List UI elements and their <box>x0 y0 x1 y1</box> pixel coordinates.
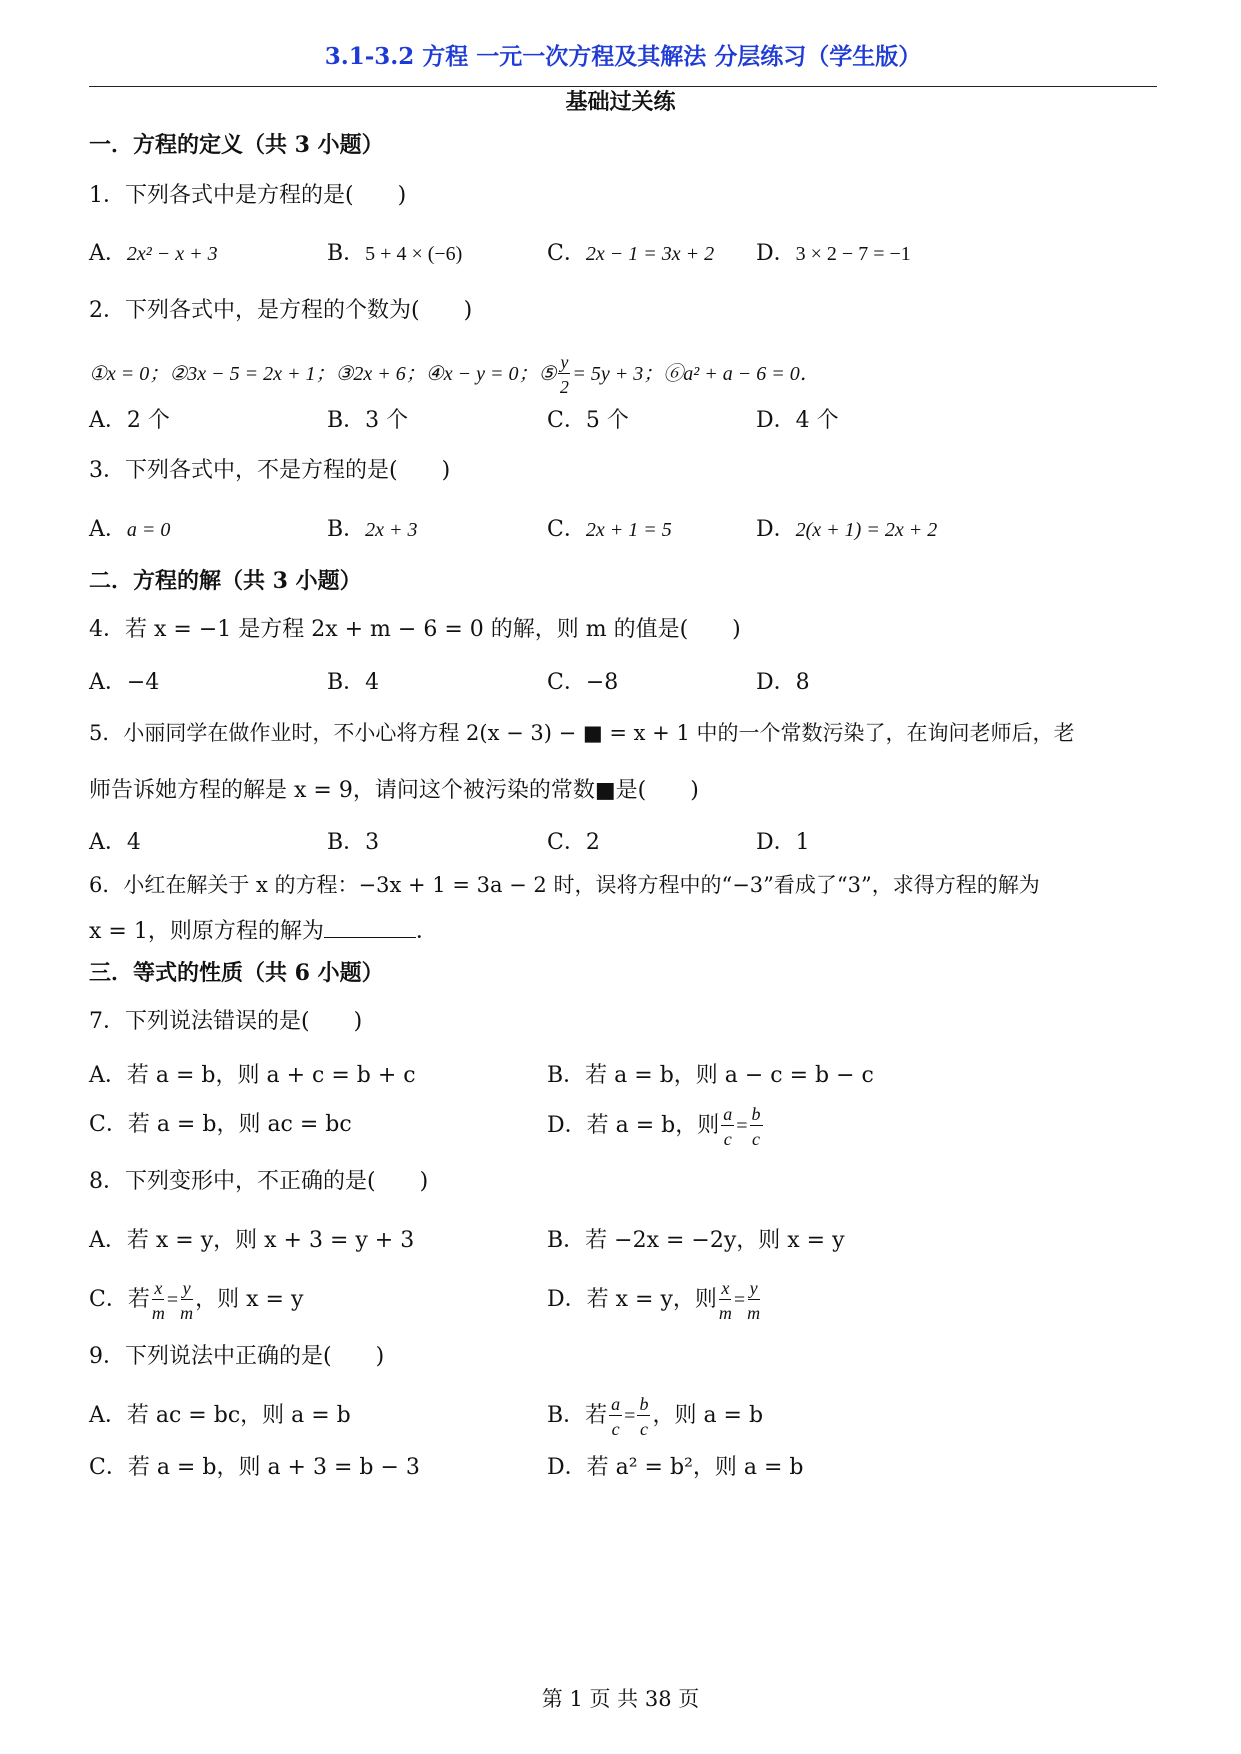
answer-blank[interactable] <box>324 915 416 938</box>
item-3: ③2x + 6； <box>335 363 426 385</box>
fraction: $\frac{x}{m}$ <box>151 1277 165 1323</box>
question-8-options-row2: C．若 $\frac{x}{m}$ = $\frac{y}{m}$ ，则 x = y D．若 x = y，则 $\frac{x}{m}$ = $\frac{y}{m}$ <box>89 1277 761 1323</box>
fraction: $\frac{y}{m}$ <box>747 1277 761 1323</box>
option-a: A．−4 <box>89 670 160 695</box>
option-a-label: A． <box>89 241 127 266</box>
option-a-expr: 2x² − x + 3 <box>126 243 218 265</box>
page-header <box>89 30 1157 87</box>
option-c: C．−8 <box>547 670 619 695</box>
section-heading: 二．方程的解（共 3 小题） <box>89 568 362 594</box>
item-2: ②3x − 5 = 2x + 1； <box>169 363 336 385</box>
option-c: C．若 a = b，则 a + 3 = b − 3 <box>89 1455 420 1480</box>
item-4: ④x − y = 0； <box>425 363 539 385</box>
option-a: A．2 个 <box>89 408 170 433</box>
option-b-expr: 5 + 4 × (−6) <box>365 243 463 265</box>
fraction: $\frac{a}{c}$ <box>611 1393 621 1439</box>
question-7-options-row2: C．若 a = b，则 ac = bc D．若 a = b，则 $\frac{a}{c}$ = $\frac{b}{c}$ <box>89 1103 761 1149</box>
option-c-label: C． <box>547 241 586 266</box>
option-a: A．若 x = y，则 x + 3 = y + 3 <box>89 1228 415 1253</box>
option-d-label: D． <box>756 517 796 542</box>
section-heading: 一．方程的定义（共 3 小题） <box>89 132 384 158</box>
fraction: $\frac{x}{m}$ <box>718 1277 732 1323</box>
question-6-line1: 6．小红在解关于 x 的方程：−3x + 1 = 3a − 2 时，误将方程中的“−3”看成了“3”，求得方程的解为 <box>89 873 1040 897</box>
subtitle: 基础过关练 <box>565 89 676 115</box>
option-d: D．若 a = b，则 <box>547 1113 720 1138</box>
item-5-rest: = 5y + 3； <box>572 363 664 385</box>
option-b-label: B． <box>327 241 366 266</box>
option-d-label: D． <box>756 241 796 266</box>
fraction: $\frac{b}{c}$ <box>639 1393 649 1439</box>
option-a: A．4 <box>89 830 141 855</box>
item-1: ①x = 0； <box>89 363 170 385</box>
option-a: A．若 a = b，则 a + c = b + c <box>89 1063 416 1088</box>
fraction: $\frac{y}{2}$ <box>559 351 569 397</box>
option-c-expr: 2x + 1 = 5 <box>585 519 672 541</box>
option-a: A．若 ac = bc，则 a = b <box>89 1403 351 1428</box>
question-1-stem: 1．下列各式中是方程的是( ) <box>89 183 407 208</box>
option-b-label: B． <box>327 517 366 542</box>
option-c-expr: 2x − 1 = 3x + 2 <box>585 243 715 265</box>
section-heading: 三．等式的性质（共 6 小题） <box>89 960 384 986</box>
option-c: C．若 a = b，则 ac = bc <box>89 1112 352 1137</box>
option-b: B．3 个 <box>327 408 409 433</box>
item-6: ⑥a² + a − 6 = 0． <box>663 363 820 385</box>
question-4-stem: 4．若 x = −1 是方程 2x + m − 6 = 0 的解，则 m 的值是( ) <box>89 617 741 642</box>
option-b: B．若 <box>547 1403 608 1428</box>
question-6-text: x = 1，则原方程的解为 <box>89 919 324 944</box>
question-6-line2 <box>89 915 438 947</box>
option-c: C．2 <box>547 830 600 855</box>
option-b: B．若 a = b，则 a − c = b − c <box>547 1063 874 1088</box>
option-d: D．若 a² = b²，则 a = b <box>547 1455 804 1480</box>
question-7-stem: 7．下列说法错误的是( ) <box>89 1009 363 1034</box>
question-8-stem: 8．下列变形中，不正确的是( ) <box>89 1169 429 1194</box>
question-5-line2: 师告诉她方程的解是 x = 9，请问这个被污染的常数■是( ) <box>89 778 699 803</box>
option-d: D．1 <box>756 830 810 855</box>
question-9-options-row1: A．若 ac = bc，则 a = b B．若 $\frac{a}{c}$ = $\frac{b}{c}$ ，则 a = b <box>89 1393 764 1439</box>
option-b: B．4 <box>327 670 380 695</box>
fraction: $\frac{a}{c}$ <box>723 1103 733 1149</box>
document-title: 3.1-3.2 方程 一元一次方程及其解法 分层练习（学生版） <box>324 43 922 70</box>
option-c-label: C． <box>547 517 586 542</box>
option-b: B．若 −2x = −2y，则 x = y <box>547 1228 845 1253</box>
question-9-stem: 9．下列说法中正确的是( ) <box>89 1344 385 1369</box>
fraction: $\frac{y}{m}$ <box>180 1277 194 1323</box>
option-b-expr: 2x + 3 <box>365 519 418 541</box>
option-d-expr: 2(x + 1) = 2x + 2 <box>795 519 938 541</box>
fraction: $\frac{b}{c}$ <box>751 1103 761 1149</box>
question-3-stem: 3．下列各式中，不是方程的是( ) <box>89 458 451 483</box>
question-5-line1: 5．小丽同学在做作业时，不小心将方程 2(x − 3) − ■ = x + 1 中的一个常数污染了，在询问老师后，老 <box>89 721 1075 745</box>
option-b: B．3 <box>327 830 380 855</box>
question-6-end: ． <box>415 919 438 944</box>
option-c: C．5 个 <box>547 408 629 433</box>
question-2-items <box>89 350 820 398</box>
item-5: ⑤ <box>538 363 557 385</box>
page-number: 第 1 页 共 38 页 <box>541 1687 700 1711</box>
option-d: D．8 <box>756 670 810 695</box>
option-d: D．若 x = y，则 <box>547 1287 717 1312</box>
question-2-stem: 2．下列各式中，是方程的个数为( ) <box>89 298 473 323</box>
option-c: C．若 <box>89 1287 150 1312</box>
option-a-expr: a = 0 <box>126 519 171 541</box>
option-a-label: A． <box>89 517 127 542</box>
option-d-expr: 3 × 2 − 7 = −1 <box>795 243 911 265</box>
option-d: D．4 个 <box>756 408 839 433</box>
